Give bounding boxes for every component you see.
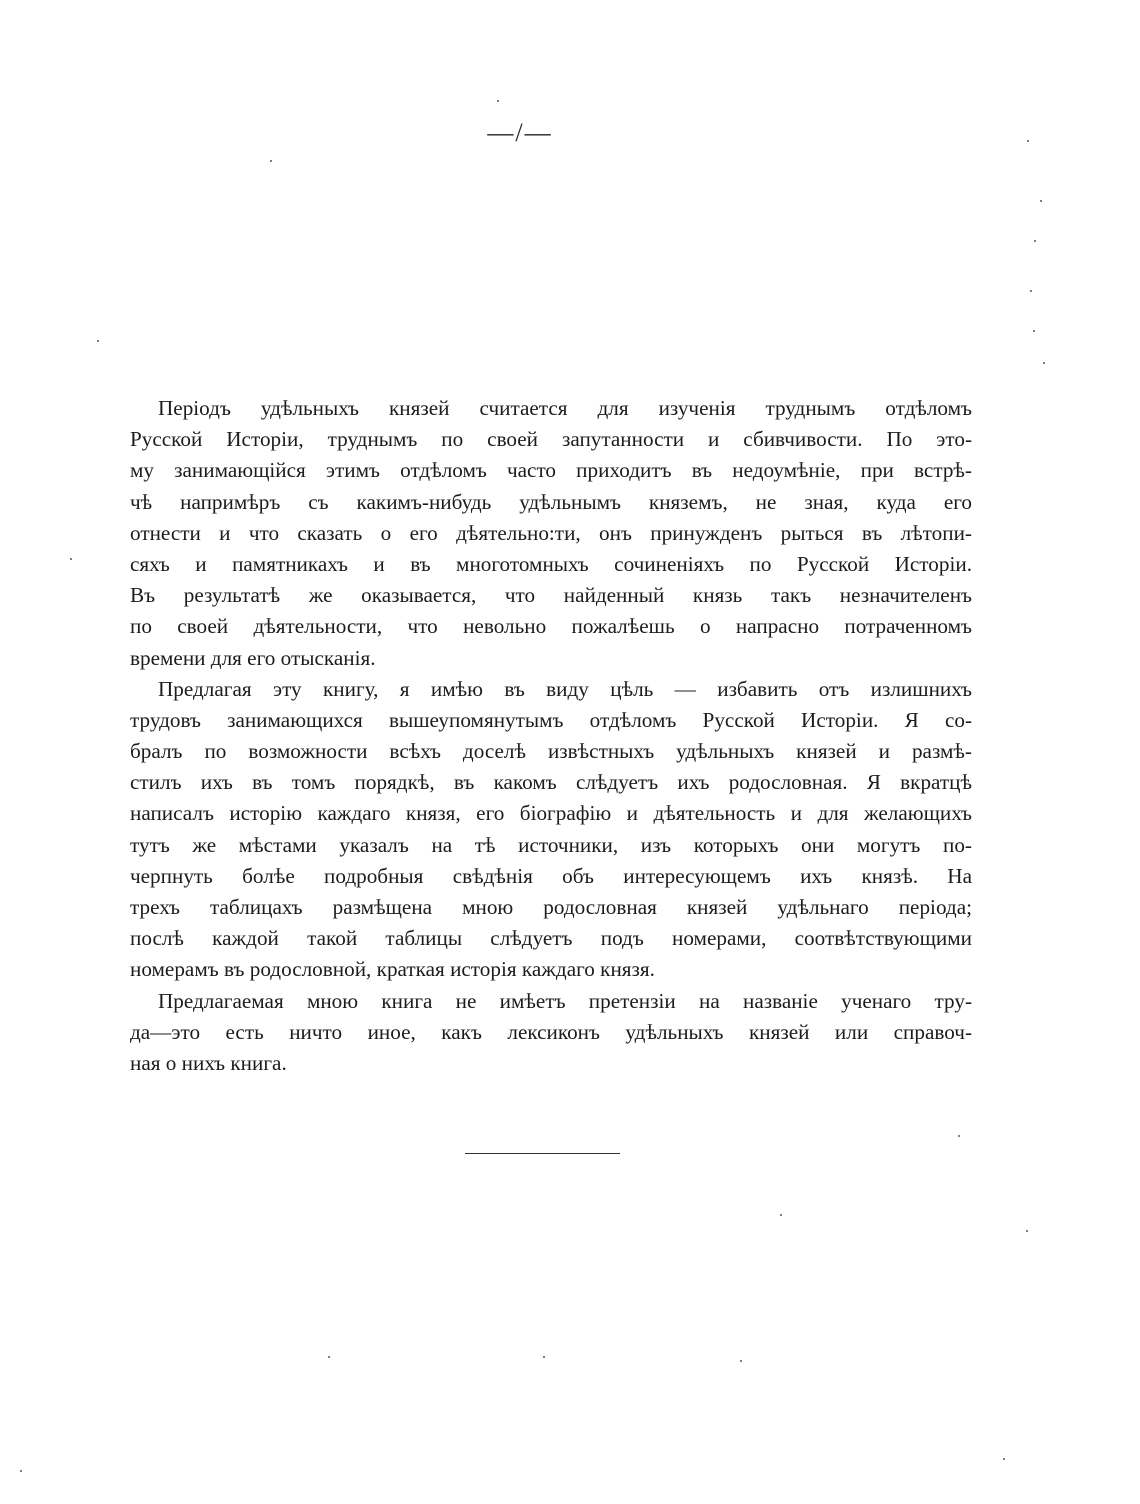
scan-speck xyxy=(958,1135,960,1137)
text-line: чѣ напримѣръ съ какимъ-нибудь удѣльнымъ княземъ, не зная, куда его xyxy=(130,489,972,514)
text-line: Періодъ удѣльныхъ князей считается для изученія труднымъ отдѣломъ xyxy=(158,396,972,420)
paragraph-1 xyxy=(130,393,972,674)
scan-speck xyxy=(328,1356,330,1358)
text-line: времени для его отысканія. xyxy=(130,645,376,670)
text-line: трудовъ занимающихся вышеупомянутымъ отдѣломъ Русской Исторіи. Я со- xyxy=(130,707,972,732)
paragraph-3 xyxy=(130,986,972,1080)
scan-speck xyxy=(1040,200,1042,202)
text-line: номерамъ въ родословной, краткая исторія каждаго князя. xyxy=(130,957,655,982)
text-line: да—это есть ничто иное, какъ лексиконъ удѣльныхъ князей или справоч- xyxy=(130,1019,972,1044)
scan-speck xyxy=(543,1356,545,1358)
scan-speck xyxy=(740,1360,742,1362)
paragraph-2 xyxy=(130,674,972,986)
page-number: —/— xyxy=(487,118,553,147)
scan-speck xyxy=(97,340,99,342)
scan-speck xyxy=(1003,1458,1005,1460)
body-text xyxy=(130,393,972,1079)
text-line: Предлагая эту книгу, я имѣю въ виду цѣль — избавить отъ излишнихъ xyxy=(158,676,972,701)
text-line: сяхъ и памятникахъ и въ многотомныхъ сочиненіяхъ по Русской Исторіи. xyxy=(130,551,972,576)
text-line: написалъ исторію каждаго князя, его біографію и дѣятельность и для желающихъ xyxy=(130,801,972,826)
scan-speck xyxy=(270,160,272,162)
text-line: по своей дѣятельности, что невольно пожалѣешь о напрасно потраченномъ xyxy=(130,614,972,639)
text-line: му занимающійся этимъ отдѣломъ часто приходитъ въ недоумѣніе, при встрѣ- xyxy=(130,458,972,483)
closing-rule xyxy=(465,1153,620,1154)
text-line: бралъ по возможности всѣхъ доселѣ извѣстныхъ удѣльныхъ князей и размѣ- xyxy=(130,739,972,764)
scan-speck xyxy=(1033,330,1035,332)
text-line: послѣ каждой такой таблицы слѣдуетъ подъ номерами, соотвѣтствующими xyxy=(130,926,972,951)
text-line: Русской Исторіи, труднымъ по своей запутанности и сбивчивости. По это- xyxy=(130,427,972,452)
text-line: отнести и что сказать о его дѣятельно:ти, онъ принужденъ рыться въ лѣтопи- xyxy=(130,520,972,545)
scan-speck xyxy=(1030,290,1032,292)
scan-speck xyxy=(497,100,499,102)
text-line: черпнуть болѣе подробныя свѣдѣнія объ интересующемъ ихъ князѣ. На xyxy=(130,863,972,888)
scan-speck xyxy=(1026,1230,1028,1232)
text-line: Предлагаемая мною книга не имѣетъ претензіи на названіе ученаго тру- xyxy=(158,988,972,1013)
scan-speck xyxy=(1043,362,1045,364)
text-line: ная о нихъ книга. xyxy=(130,1050,287,1075)
scan-speck xyxy=(20,1470,22,1472)
text-line: стилъ ихъ въ томъ порядкѣ, въ какомъ слѣдуетъ ихъ родословная. Я вкратцѣ xyxy=(130,770,972,795)
text-line: трехъ таблицахъ размѣщена мною родословная князей удѣльнаго періода; xyxy=(130,895,972,919)
scan-speck xyxy=(1027,140,1029,142)
scan-speck xyxy=(70,558,72,560)
text-line: тутъ же мѣстами указалъ на тѣ источники, изъ которыхъ они могутъ по- xyxy=(130,832,972,857)
scan-speck xyxy=(1034,240,1036,242)
text-line: Въ результатѣ же оказывается, что найденный князь такъ незначителенъ xyxy=(130,583,972,608)
scan-speck xyxy=(780,1214,782,1216)
